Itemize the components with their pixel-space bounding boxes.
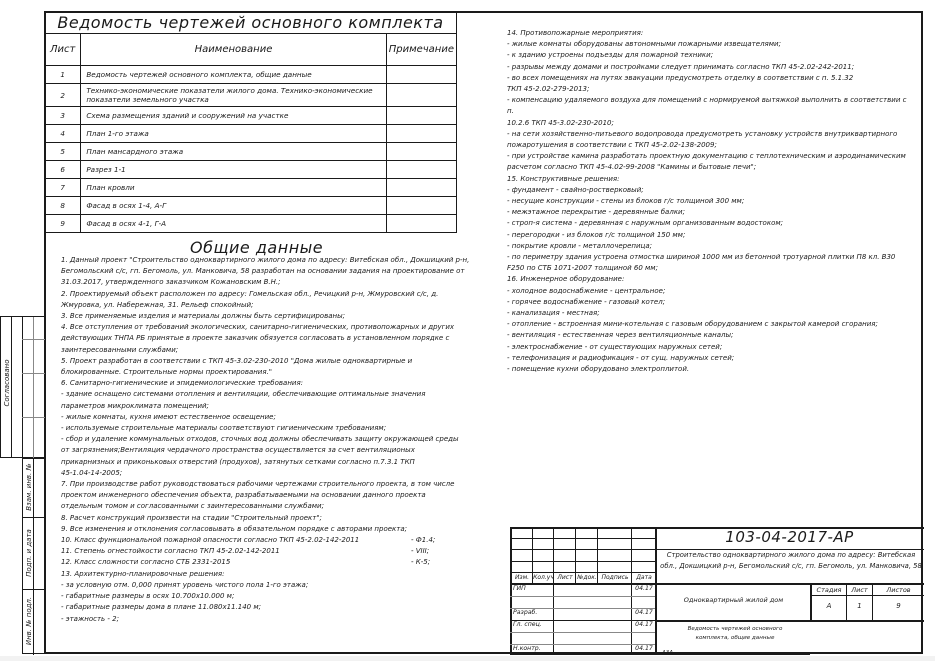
row-sheet-number: 7 bbox=[45, 179, 81, 197]
role-date: 04.17 bbox=[635, 621, 653, 628]
row-sheet-number: 4 bbox=[45, 125, 81, 143]
note-line: - жилые комнаты, кухня имеют естественное освещение; bbox=[61, 412, 276, 421]
revision-column-header: Изм. bbox=[514, 574, 530, 581]
note-line: Бегомольский с/с, гп. Бегомоль, ул. Манковича, 58 разработан на основании задания на проектирование от bbox=[61, 267, 465, 276]
note-line: 4. Все отступления от требований экологических, санитарно-гигиенических, противопожарных и других bbox=[61, 323, 455, 332]
note-line: - горячее водоснабжение - газовый котел; bbox=[507, 297, 666, 306]
stage-label: Стадия bbox=[816, 586, 842, 594]
note-line: - используемые строительные материалы соответствуют гигиеническим требованиям; bbox=[61, 424, 387, 433]
note-line: действующих ТНПА РБ принятые в проекте заказчик обязуется согласовать в установленном порядке с bbox=[61, 334, 450, 343]
col-header-note: Примечание bbox=[386, 34, 456, 66]
row-name: Технико-экономические показатели жилого дома. Технико-экономические показатели земельного участка bbox=[81, 84, 386, 107]
row-note bbox=[386, 125, 456, 143]
agreed-stamp bbox=[11, 316, 44, 458]
note-line: 7. При производстве работ руководствоваться рабочими чертежами строительного проекта, в том числе bbox=[61, 480, 455, 489]
note-line: - компенсацию удаляемого воздуха для помещений с нормируемой вытяжкой выполнить в соответствии с bbox=[507, 96, 907, 105]
row-sheet-number: 6 bbox=[45, 161, 81, 179]
note-line: - отопление - встроенная мини-котельная с газовым оборудованием с закрытой камерой сгорания; bbox=[507, 320, 878, 329]
role-label: ГИП bbox=[513, 585, 526, 592]
note-line: - на сети хозяйственно-питьевого водопровода предусмотреть установку устройств внутриквартирного bbox=[507, 129, 898, 138]
col-header-name: Наименование bbox=[81, 34, 386, 66]
general-notes-left bbox=[61, 255, 469, 625]
row-note bbox=[386, 197, 456, 215]
inventory-stamp bbox=[22, 458, 44, 654]
row-sheet-number: 9 bbox=[45, 215, 81, 233]
note-line: - строп-я система - деревянная с наружным организованным водостоком; bbox=[507, 219, 783, 228]
note-line: расчетом согласно ТКП 45-4.02-99-2008 "Камины и бытовые печи"; bbox=[507, 163, 757, 172]
row-name: План мансардного этажа bbox=[81, 143, 386, 161]
role-label: Разраб. bbox=[513, 609, 538, 616]
class-label: 12. Класс сложности согласно СТБ 2331-2015 bbox=[61, 558, 231, 567]
note-line: параметров микроклимата помещений; bbox=[61, 401, 209, 410]
row-name: Разрез 1-1 bbox=[81, 161, 386, 179]
revision-column-header: Лист bbox=[557, 574, 573, 581]
row-name: План 1-го этажа bbox=[81, 125, 386, 143]
note-line: заинтересованными службами; bbox=[61, 345, 179, 354]
drawing-list-row bbox=[45, 179, 457, 197]
note-line: 31.03.2017, утвержденного заказчиком Кожановским В.Н.; bbox=[61, 278, 281, 287]
note-line: 5. Проект разработан в соответствии с ТКП 45-3.02-230-2010 "Дома жилые одноквартирные и bbox=[61, 356, 413, 365]
note-line: - несущие конструкции - стены из блоков г/с толщиной 300 мм; bbox=[507, 197, 745, 206]
col-header-sheet: Лист bbox=[45, 34, 81, 66]
class-label: 11. Степень огнестойкости согласно ТКП 45-2.02-142-2011 bbox=[61, 547, 280, 556]
note-line: 6. Санитарно-гигиенические и эпидемиологические требования: bbox=[61, 379, 304, 388]
note-line: 3. Все применяемые изделия и материалы должны быть сертифицированы; bbox=[61, 312, 345, 321]
row-sheet-number: 3 bbox=[45, 107, 81, 125]
row-name: Фасад в осях 4-1, Г-А bbox=[81, 215, 386, 233]
role-date: 04.17 bbox=[635, 645, 653, 652]
note-line: 8. Расчет конструкций произвести на стадии "Строительный проект"; bbox=[61, 513, 322, 522]
note-line: - фундамент - свайно-ростверковый; bbox=[507, 185, 644, 194]
note-line: 14. Противопожарные мероприятия: bbox=[507, 29, 644, 37]
drawing-list-row bbox=[45, 125, 457, 143]
row-name: Фасад в осях 1-4, А-Г bbox=[81, 197, 386, 215]
drawing-list-row bbox=[45, 161, 457, 179]
note-line: 10.2.6 ТКП 45-3.02-230-2010; bbox=[507, 118, 614, 127]
note-line: 1. Данный проект "Строительство одноквартирного жилого дома по адресу: Витебская обл., Докшицкий р-н, bbox=[61, 256, 470, 264]
row-note bbox=[386, 143, 456, 161]
row-sheet-number: 2 bbox=[45, 84, 81, 107]
drawing-list-title: Ведомость чертежей основного комплекта bbox=[45, 12, 457, 34]
note-line: 13. Архитектурно-планировочные решения: bbox=[61, 569, 225, 578]
sign-date-label: Подп. и дата bbox=[25, 529, 33, 577]
revision-column-header: Подпись bbox=[601, 574, 629, 581]
agreed-label: Согласовано bbox=[3, 359, 11, 407]
note-line: - разрывы между домами и постройками следует принимать согласно ТКП 45-2.02-242-2011; bbox=[507, 62, 855, 71]
note-line: - покрытие кровли - металлочерепица; bbox=[507, 241, 652, 250]
note-line: 2. Проектируемый объект расположен по адресу: Гомельская обл., Речицкий р-н, Жмуровский с/с, д. bbox=[61, 289, 439, 298]
note-line: 9. Все изменения и отклонения согласовывать в обязательном порядке с авторами проекта; bbox=[61, 524, 407, 533]
row-note bbox=[386, 84, 456, 107]
row-note bbox=[386, 179, 456, 197]
class-value: - Ф1.4; bbox=[411, 536, 436, 545]
revision-column-header: №док. bbox=[577, 574, 597, 581]
row-name: План кровли bbox=[81, 179, 386, 197]
note-line: - канализация - местная; bbox=[507, 309, 600, 318]
note-line: - за условную отм. 0,000 принят уровень чистого пола 1-го этажа; bbox=[61, 580, 309, 589]
row-sheet-number: 1 bbox=[45, 66, 81, 84]
note-line: - жилые комнаты оборудованы автономными пожарными извещателями; bbox=[507, 40, 781, 49]
note-line: пожаротушения в соответствии с ТКП 45-2.02-138-2009; bbox=[507, 141, 717, 150]
row-name: Ведомость чертежей основного комплекта, общие данные bbox=[81, 66, 386, 84]
note-line: ТКП 45-2.02-279-2013; bbox=[507, 85, 590, 94]
row-note bbox=[386, 215, 456, 233]
general-notes-right bbox=[507, 28, 906, 375]
agreed-label-cell bbox=[0, 316, 12, 458]
note-line: - вентиляция - естественная через вентиляционные каналы; bbox=[507, 331, 734, 340]
drawing-list-row bbox=[45, 84, 457, 107]
note-line: 16. Инженерное оборудование: bbox=[507, 275, 625, 284]
row-note bbox=[386, 107, 456, 125]
note-line: - перегородки - из блоков г/с толщиной 150 мм; bbox=[507, 230, 686, 239]
note-line: прикарнизных и приконьковых отверстий (продухов), затянутых сетками согласно п.7.3.1 ТКП bbox=[61, 457, 415, 466]
sheet-label: Лист bbox=[851, 586, 868, 594]
note-line: - электроснабжение - от существующих наружных сетей; bbox=[507, 342, 723, 351]
inv-orig-label: Инв. № подл. bbox=[25, 596, 33, 646]
note-line: проектом инженерного обеспечения объекта, разрабатываемыми на основании данного проекта bbox=[61, 491, 426, 500]
note-line: - габаритные размеры дома в плане 11.080х11.140 м; bbox=[61, 603, 261, 612]
format-label: А3А bbox=[662, 650, 674, 656]
note-line: п. bbox=[507, 107, 514, 116]
role-date: 04.17 bbox=[635, 609, 653, 616]
building-name: Одноквартирный жилой дом bbox=[683, 596, 784, 604]
row-sheet-number: 5 bbox=[45, 143, 81, 161]
note-line: - холодное водоснабжение - центральное; bbox=[507, 286, 666, 295]
note-line: F250 по СТБ 1071-2007 толщиной 60 мм; bbox=[507, 264, 658, 273]
project-description: Строительство одноквартирного жилого дома по адресу: Витебская обл., Докшицкий р-н, Бегомольский с/с, гп. Бегомоль, ул. Манковича, 58 bbox=[660, 551, 922, 570]
role-label: Н.контр. bbox=[513, 645, 541, 652]
general-data-heading: Общие данные bbox=[190, 238, 324, 257]
revision-column-header: Кол.уч bbox=[533, 574, 554, 581]
note-line: отдельным томом и согласованными с заинтересованными службами; bbox=[61, 502, 324, 511]
stage-value: А bbox=[826, 602, 832, 610]
class-value: - VIII; bbox=[411, 547, 430, 556]
row-note bbox=[386, 66, 456, 84]
drawing-list-table bbox=[44, 11, 457, 233]
note-line: - телефонизация и радиофикация - от сущ. наружных сетей; bbox=[507, 353, 735, 362]
note-line: - габаритные размеры в осях 10.700х10.000 м; bbox=[61, 592, 235, 601]
title-block bbox=[510, 527, 924, 655]
note-line: - здание оснащено системами отопления и вентиляции, обеспечивающие оптимальные значения bbox=[61, 390, 426, 399]
note-line: блокированные. Строительные нормы проектирования." bbox=[61, 368, 273, 377]
sheets-label: Листов bbox=[886, 586, 911, 594]
sheet-value: 1 bbox=[857, 602, 862, 610]
note-line: - помещение кухни оборудовано электроплитой. bbox=[507, 365, 690, 374]
drawing-list-row bbox=[45, 215, 457, 233]
note-line: - межэтажное перекрытие - деревянные балки; bbox=[507, 208, 685, 217]
note-line: - к зданию устроены подъезды для пожарной техники; bbox=[507, 51, 714, 60]
class-value: - К-5; bbox=[411, 558, 431, 567]
note-line: Жмуровка, ул. Набережная, 31. Рельеф спокойный; bbox=[61, 300, 254, 309]
row-note bbox=[386, 161, 456, 179]
note-line: 45-1.04-14-2005; bbox=[61, 468, 123, 477]
drawing-list-row bbox=[45, 197, 457, 215]
note-line: - этажность - 2; bbox=[61, 614, 119, 623]
note-line: 15. Конструктивные решения: bbox=[507, 174, 620, 183]
note-line: от загрязнения;Вентиляция чердачного пространства осуществляется за счет вентиляционых bbox=[61, 446, 415, 455]
sheet-title: Ведомость чертежей основного комплекта, общие данные bbox=[687, 626, 783, 641]
drawing-list-row bbox=[45, 143, 457, 161]
role-date: 04.17 bbox=[635, 585, 653, 592]
note-line: - при устройстве камина разработать проектную документацию с теплотехническим и аэродинамическим bbox=[507, 152, 906, 161]
revision-column-header: Дата bbox=[636, 574, 652, 581]
row-sheet-number: 8 bbox=[45, 197, 81, 215]
row-name: Схема размещения зданий и сооружений на участке bbox=[81, 107, 386, 125]
note-line: - по периметру здания устроена отмостка шириной 1000 мм из бетонной тротуарной плитки П8 кл. В30 bbox=[507, 253, 896, 262]
drawing-list-row bbox=[45, 107, 457, 125]
project-code: 103-04-2017-АР bbox=[725, 528, 854, 546]
role-label: Гл. спец. bbox=[513, 621, 542, 628]
sheets-value: 9 bbox=[896, 602, 901, 610]
drawing-list-row bbox=[45, 66, 457, 84]
replace-inv-label: Взам. инв. № bbox=[25, 463, 33, 511]
class-label: 10. Класс функциональной пожарной опасности согласно ТКП 45-2.02-142-2011 bbox=[61, 536, 360, 545]
note-line: - сбор и удаление коммунальных отходов, сточных вод должны обеспечивать защиту окружающей среды bbox=[61, 435, 459, 444]
note-line: - во всех помещениях на путях эвакуации предусмотреть отделку в соответствии с п. 5.1.32 bbox=[507, 73, 854, 82]
